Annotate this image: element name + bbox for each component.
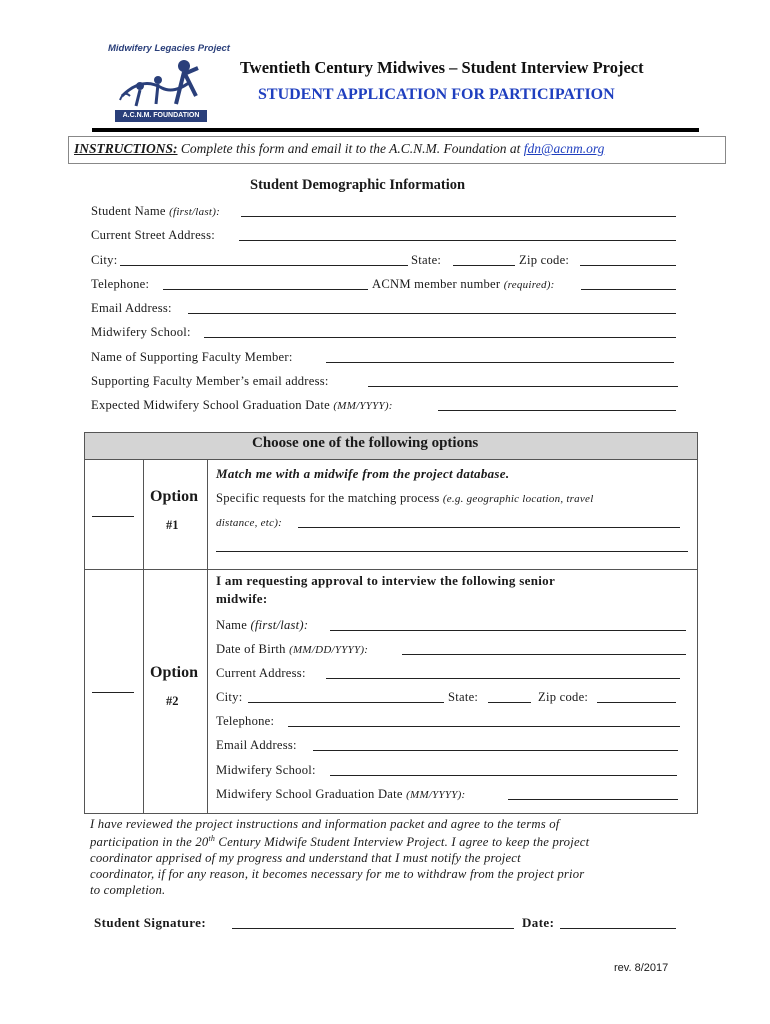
option2-zip-field[interactable] [597, 702, 676, 703]
graduation-label: Expected Midwifery School Graduation Date (MM/YYYY): [91, 398, 393, 412]
zip-label: Zip code: [519, 253, 570, 267]
option1-requests-field[interactable] [298, 527, 680, 528]
option2-graduation-label: Midwifery School Graduation Date (MM/YYYY): [216, 787, 466, 801]
option2-address-label: Current Address: [216, 666, 306, 680]
option1-checkbox[interactable] [92, 516, 134, 517]
options-heading: Choose one of the following options [252, 435, 479, 451]
document-subtitle: STUDENT APPLICATION FOR PARTICIPATION [258, 86, 615, 103]
instructions-text: Complete this form and email it to the A.C.N.M. Foundation at [177, 141, 524, 156]
option2-title-2: midwife: [216, 591, 268, 606]
header-rule [92, 128, 699, 132]
student-name-label: Student Name (first/last): [91, 204, 221, 218]
logo-band: A.C.N.M. FOUNDATION [115, 110, 207, 122]
instructions-email-link[interactable]: fdn@acnm.org [523, 141, 605, 156]
acnm-number-field[interactable] [581, 289, 676, 290]
date-label: Date: [522, 915, 555, 930]
option2-graduation-field[interactable] [508, 799, 678, 800]
logo-title: Midwifery Legacies Project [108, 43, 230, 54]
school-label: Midwifery School: [91, 325, 191, 339]
option2-title: I am requesting approval to interview the following senior [216, 573, 556, 588]
agreement-line: to completion. [90, 883, 166, 897]
faculty-email-label: Supporting Faculty Member’s email address: [91, 374, 329, 388]
option2-telephone-label: Telephone: [216, 714, 275, 728]
graduation-field[interactable] [438, 410, 676, 411]
option2-school-label: Midwifery School: [216, 763, 316, 777]
school-field[interactable] [204, 337, 676, 338]
student-name-field[interactable] [241, 216, 676, 217]
option2-dob-label: Date of Birth (MM/DD/YYYY): [216, 642, 369, 656]
faculty-name-label: Name of Supporting Faculty Member: [91, 350, 293, 364]
option2-checkbox[interactable] [92, 692, 134, 693]
option2-city-field[interactable] [248, 702, 444, 703]
agreement-line: participation in the 20th Century Midwife Student Interview Project. I agree to keep the project [90, 834, 590, 850]
table-divider [207, 459, 208, 813]
acnm-number-label: ACNM member number (required): [372, 277, 555, 291]
instructions [74, 141, 604, 157]
agreement-line: I have reviewed the project instructions and information packet and agree to the terms of [90, 817, 560, 831]
agreement-line: coordinator, if for any reason, it becomes necessary for me to withdraw from the project prior [90, 867, 585, 881]
revision-note: rev. 8/2017 [614, 962, 669, 974]
agreement-line: coordinator apprised of my progress and understand that I must notify the project [90, 851, 521, 865]
state-field[interactable] [453, 265, 515, 266]
state-label: State: [411, 253, 442, 267]
zip-field[interactable] [580, 265, 676, 266]
email-label: Email Address: [91, 301, 172, 315]
date-field[interactable] [560, 928, 676, 929]
table-divider [143, 459, 144, 813]
option1-requests-field-2[interactable] [216, 551, 688, 552]
option1-label: Option [150, 488, 199, 505]
document-title: Twentieth Century Midwives – Student Interview Project [240, 58, 644, 77]
option2-city-label: City: [216, 690, 243, 704]
option2-school-field[interactable] [330, 775, 677, 776]
option2-state-field[interactable] [488, 702, 531, 703]
faculty-email-field[interactable] [368, 386, 678, 387]
faculty-name-field[interactable] [326, 362, 674, 363]
option2-address-field[interactable] [326, 678, 680, 679]
student-signature-field[interactable] [232, 928, 514, 929]
option2-telephone-field[interactable] [288, 726, 680, 727]
option1-requests-label: Specific requests for the matching process (e.g. geographic location, travel [216, 491, 594, 505]
email-field[interactable] [188, 313, 676, 314]
option2-state-label: State: [448, 690, 479, 704]
option2-name-field[interactable] [330, 630, 686, 631]
option2-label: Option [150, 664, 199, 681]
city-label: City: [91, 253, 118, 267]
demographics-heading: Student Demographic Information [250, 177, 466, 193]
street-address-field[interactable] [239, 240, 676, 241]
option1-requests-label-2: distance, etc): [216, 517, 283, 529]
table-divider [85, 569, 697, 570]
option1-number: #1 [166, 518, 179, 532]
option2-dob-field[interactable] [402, 654, 686, 655]
street-address-label: Current Street Address: [91, 228, 215, 242]
city-field[interactable] [120, 265, 408, 266]
option2-email-label: Email Address: [216, 738, 297, 752]
option2-number: #2 [166, 694, 179, 708]
instructions-label: INSTRUCTIONS: [74, 141, 178, 156]
logo-figures-icon [112, 56, 212, 110]
option2-zip-label: Zip code: [538, 690, 589, 704]
telephone-field[interactable] [163, 289, 368, 290]
option2-email-field[interactable] [313, 750, 678, 751]
telephone-label: Telephone: [91, 277, 150, 291]
option1-title: Match me with a midwife from the project database. [216, 466, 510, 481]
option2-name-label: Name (first/last): [216, 618, 309, 632]
student-signature-label: Student Signature: [94, 915, 207, 930]
